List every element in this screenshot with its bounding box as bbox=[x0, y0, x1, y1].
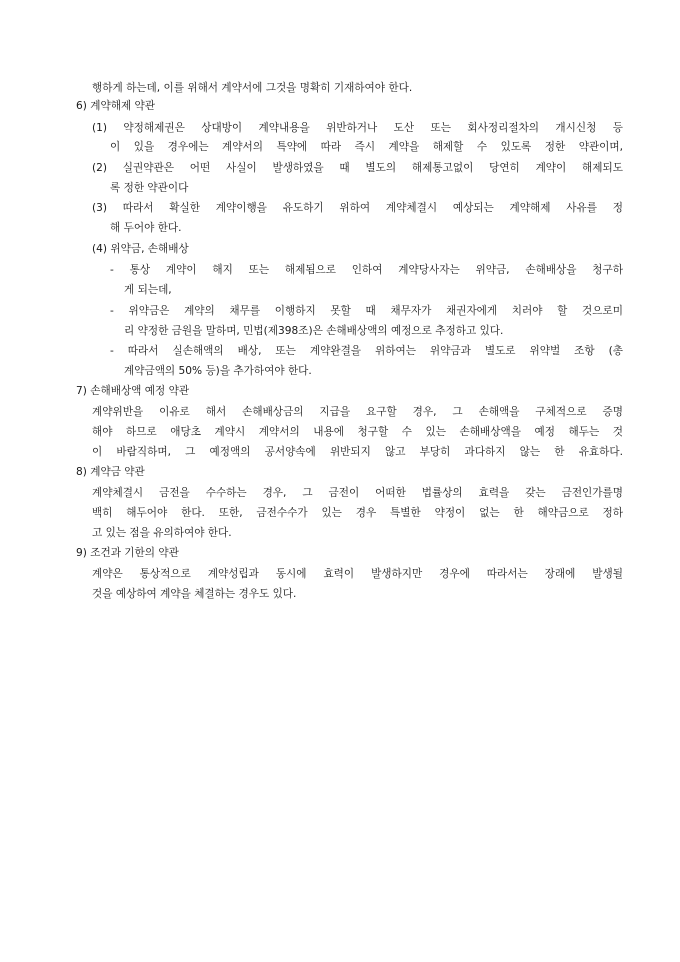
section-8-heading: 8) 계약금 약관 bbox=[76, 466, 145, 478]
continuation-text: 행하게 하는데, 이를 위해서 계약서에 그것을 명확히 기재하여야 한다. bbox=[92, 82, 413, 94]
section-7-line-1: 계약위반을 이유로 해서 손해배상금의 지급을 요구할 경우, 그 손해액을 구체적으로 증명 bbox=[92, 406, 623, 418]
section-9-line-2: 것을 예상하여 계약을 체결하는 경우도 있다. bbox=[92, 588, 297, 600]
section-6-dash-3-line-2: 계약금액의 50% 등)을 추가하여야 한다. bbox=[124, 365, 312, 377]
section-8-line-1: 계약체결시 금전을 수수하는 경우, 그 금전이 어떠한 법률상의 효력을 갖는 금전인가를명 bbox=[92, 487, 623, 499]
section-6-item-2-line-1: (2) 실권약관은 어떤 사실이 발생하였을 때 별도의 해제통고없이 당연히 계약이 해제되도 bbox=[92, 162, 623, 174]
section-6-item-2-line-2: 록 정한 약관이다 bbox=[110, 182, 189, 194]
section-6-heading: 6) 계약해제 약관 bbox=[76, 100, 156, 112]
section-6-dash-1-line-2: 게 되는데, bbox=[124, 284, 172, 296]
section-6-item-3-line-1: (3) 따라서 확실한 계약이행을 유도하기 위하여 계약체결시 예상되는 계약해제 사유를 정 bbox=[92, 202, 623, 214]
section-8-line-2: 백히 해두어야 한다. 또한, 금전수수가 있는 경우 특별한 약정이 없는 한 해약금으로 정하 bbox=[92, 507, 623, 519]
section-6-item-1-line-2: 이 있을 경우에는 계약서의 특약에 따라 즉시 계약을 해제할 수 있도록 정한 약관이며, bbox=[110, 141, 623, 153]
section-8-line-3: 고 있는 점을 유의하여야 한다. bbox=[92, 527, 232, 539]
section-6-dash-3-line-1: - 따라서 실손해액의 배상, 또는 계약완결을 위하여는 위약금과 별도로 위약벌 조항 (총 bbox=[110, 345, 623, 357]
section-6-item-4-heading: (4) 위약금, 손해배상 bbox=[92, 243, 189, 255]
section-6-dash-1-line-1: - 통상 계약이 해지 또는 해제됨으로 인하여 계약당사자는 위약금, 손해배상을 청구하 bbox=[110, 264, 623, 276]
section-7-line-2: 해야 하므로 애당초 계약시 계약서의 내용에 청구할 수 있는 손해배상액을 예정 해두는 것 bbox=[92, 426, 623, 438]
section-6-dash-2-line-2: 리 약정한 금원을 말하며, 민법(제398조)은 손해배상액의 예정으로 추정하고 있다. bbox=[124, 325, 504, 337]
section-9-heading: 9) 조건과 기한의 약관 bbox=[76, 547, 179, 559]
section-7-line-3: 이 바람직하며, 그 예정액의 공서양속에 위반되지 않고 부당히 과다하지 않는 한 유효하다. bbox=[92, 446, 623, 458]
section-6-dash-2-line-1: - 위약금은 계약의 채무를 이행하지 못할 때 채무자가 채권자에게 치러야 할 것으로미 bbox=[110, 305, 623, 317]
section-7-heading: 7) 손해배상액 예정 약관 bbox=[76, 385, 190, 397]
section-9-line-1: 계약은 통상적으로 계약성립과 동시에 효력이 발생하지만 경우에 따라서는 장래에 발생될 bbox=[92, 568, 623, 580]
section-6-item-1-line-1: (1) 약정해제권은 상대방이 계약내용을 위반하거나 도산 또는 회사정리절차의 개시신청 등 bbox=[92, 122, 623, 134]
section-6-item-3-line-2: 해 두어야 한다. bbox=[110, 222, 182, 234]
